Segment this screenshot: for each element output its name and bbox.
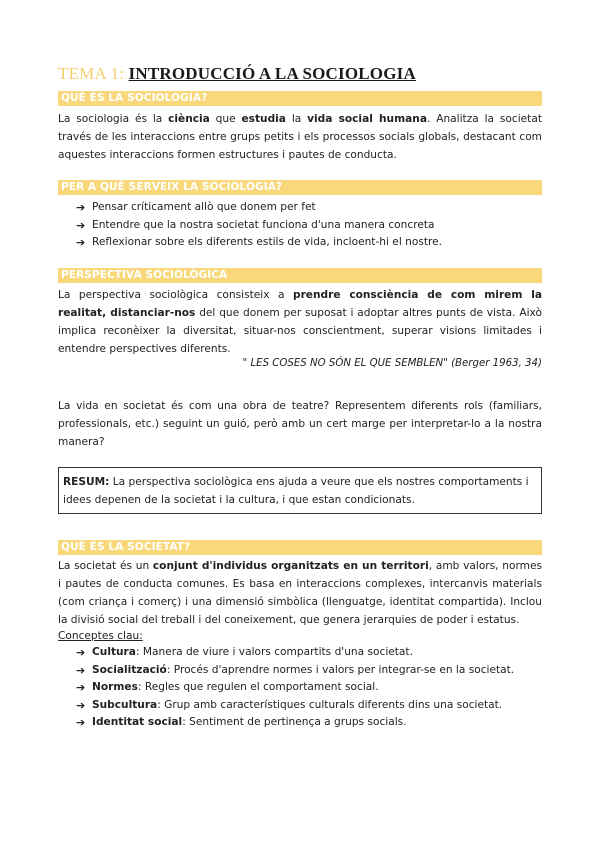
arrow-icon: ➔	[76, 218, 86, 232]
section-heading-societat: QUÈ ÉS LA SOCIETAT?	[58, 540, 542, 555]
title-main: INTRODUCCIÓ A LA SOCIOLOGIA	[128, 64, 416, 83]
arrow-icon: ➔	[76, 681, 86, 694]
list-item: ➔ Subcultura: Grup amb característiques culturals diferents dins una societat.	[58, 697, 542, 715]
list-item: ➔ Normes: Regles que regulen el comportament social.	[58, 679, 542, 697]
arrow-icon: ➔	[76, 663, 86, 677]
arrow-icon: ➔	[76, 646, 86, 659]
summary-text: La perspectiva sociològica ens ajuda a veure que els nostres comportaments i idees depenen de la societat i la cultura, i que estan condicionats.	[63, 476, 529, 506]
paragraph-sociologia: La sociologia és la ciència que estudia la vida social humana. Analitza la societat través de les interaccions entre grups petits i els processos socials globals, destacant com aquestes interaccions formen estructures i pautes de conducta.	[58, 113, 542, 161]
paragraph-teatre: La vida en societat és com una obra de teatre? Representem diferents rols (familiars, professionals, etc.) seguint un guió, però amb un cert marge per interpretar-lo a la nostra manera?	[58, 400, 542, 448]
concepts-label: Conceptes clau:	[58, 630, 143, 642]
quote-berger: " LES COSES NO SÓN EL QUE SEMBLEN" (Berger 1963, 34)	[242, 358, 542, 369]
list-concepts	[58, 644, 542, 732]
page-title	[58, 64, 416, 84]
arrow-icon: ➔	[76, 201, 86, 214]
paragraph-societat: La societat és un conjunt d'individus organitzats en un territori, amb valors, normes i pautes de conducta comunes. Es basa en interaccions complexes, intercanvis materials (com criança i comerç) i una dimensió simbòlica (llenguatge, identitat compartida). Inclou la divisió social del treball i del coneixement, que genera jerarquies de poder i estatus.	[58, 560, 542, 626]
list-item: ➔ Socialització: Procés d'aprendre normes i valors per integrar-se en la societat.	[58, 662, 542, 680]
section-heading-sociologia: QUÈ ÉS LA SOCIOLOGIA?	[58, 91, 542, 106]
section-heading-perspectiva: PERSPECTIVA SOCIOLÒGICA	[58, 268, 542, 283]
list-item: ➔ Identitat social: Sentiment de pertinença a grups socials.	[58, 714, 542, 732]
list-serveix	[58, 199, 542, 252]
section-heading-serveix: PER A QUÈ SERVEIX LA SOCIOLOGIA?	[58, 180, 542, 195]
arrow-icon: ➔	[76, 236, 86, 249]
arrow-icon: ➔	[76, 716, 86, 729]
list-item: ➔ Pensar críticament allò que donem per fet	[58, 199, 542, 217]
paragraph-perspectiva: La perspectiva sociològica consisteix a prendre consciència de com mirem la realitat, distanciar-nos del que donem per suposat i adoptar altres punts de vista. Això implica reconèixer la diversitat, situar-nos conscientment, superar visions limitades i entendre perspectives diferents.	[58, 289, 542, 355]
summary-box	[58, 467, 542, 514]
list-item: ➔ Reflexionar sobre els diferents estils de vida, incloent-hi el nostre.	[58, 234, 542, 252]
title-prefix: TEMA 1:	[58, 64, 129, 83]
list-item: ➔ Cultura: Manera de viure i valors compartits d'una societat.	[58, 644, 542, 662]
list-item: ➔ Entendre que la nostra societat funciona d'una manera concreta	[58, 217, 542, 235]
arrow-icon: ➔	[76, 698, 86, 712]
summary-label: RESUM:	[63, 476, 110, 488]
